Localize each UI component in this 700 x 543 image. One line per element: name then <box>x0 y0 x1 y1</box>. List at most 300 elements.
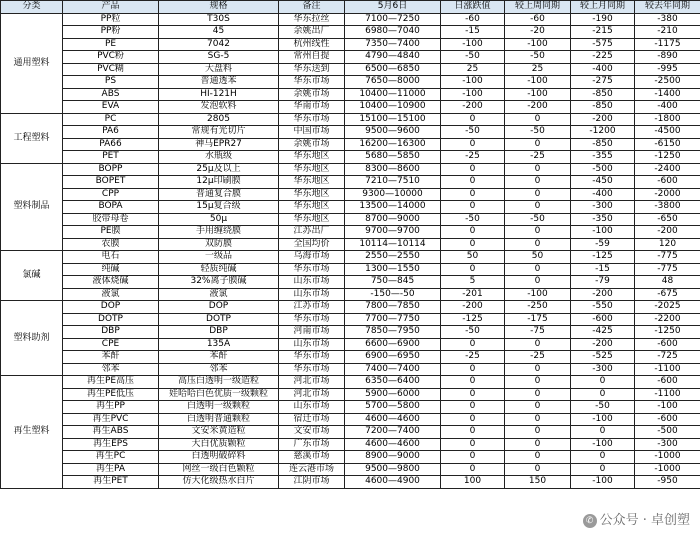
table-cell: -50 <box>571 401 635 414</box>
table-cell: 135A <box>159 338 279 351</box>
table-cell: 一级品 <box>159 251 279 264</box>
category-cell: 通用塑料 <box>1 13 63 113</box>
table-cell: -380 <box>635 13 700 26</box>
column-header: 分类 <box>1 1 63 14</box>
table-cell: -100 <box>441 88 505 101</box>
table-row <box>1 376 700 389</box>
table-cell: -190 <box>571 13 635 26</box>
table-cell: 0 <box>505 438 571 451</box>
table-row <box>1 38 700 51</box>
table-cell: -200 <box>505 101 571 114</box>
table-cell: -600 <box>635 176 700 189</box>
table-cell: 25μ及以上 <box>159 163 279 176</box>
table-cell: 0 <box>441 388 505 401</box>
table-cell: -50 <box>441 126 505 139</box>
table-cell: 娃哈哈白色优质一级颗粒 <box>159 388 279 401</box>
table-cell: 750—845 <box>345 276 441 289</box>
table-cell: -125 <box>441 313 505 326</box>
table-cell: 12μ印刷膜 <box>159 176 279 189</box>
table-row <box>1 363 700 376</box>
table-cell: -600 <box>635 338 700 351</box>
table-cell: -100 <box>505 288 571 301</box>
table-cell: 8700—9000 <box>345 213 441 226</box>
table-cell: 0 <box>505 188 571 201</box>
table-cell: -300 <box>635 438 700 451</box>
table-row <box>1 201 700 214</box>
table-cell: 大盘料 <box>159 63 279 76</box>
category-cell: 工程塑料 <box>1 113 63 163</box>
table-cell: -600 <box>635 376 700 389</box>
table-cell: -50 <box>505 126 571 139</box>
table-cell: 0 <box>571 388 635 401</box>
table-cell: -50 <box>505 51 571 64</box>
table-cell: 杭州线性 <box>279 38 345 51</box>
table-row <box>1 26 700 39</box>
table-cell: 0 <box>505 463 571 476</box>
table-cell: -50 <box>505 213 571 226</box>
table-cell: PP粉 <box>63 26 159 39</box>
table-cell: -1000 <box>635 451 700 464</box>
table-cell: 10400—11000 <box>345 88 441 101</box>
table-cell: -200 <box>441 301 505 314</box>
table-cell: 华东地区 <box>279 213 345 226</box>
table-cell: 再生ABS <box>63 426 159 439</box>
table-cell: 0 <box>505 363 571 376</box>
table-cell: 山东市场 <box>279 401 345 414</box>
table-cell: 网丝一级白色颗粒 <box>159 463 279 476</box>
table-cell: 再生PA <box>63 463 159 476</box>
table-cell: BOPP <box>63 163 159 176</box>
table-row <box>1 351 700 364</box>
table-cell: 余姚市场 <box>279 88 345 101</box>
table-cell: 双防膜 <box>159 238 279 251</box>
table-cell: 100 <box>441 476 505 489</box>
table-cell: 0 <box>505 376 571 389</box>
table-cell: 再生PE高压 <box>63 376 159 389</box>
table-cell: 广东市场 <box>279 438 345 451</box>
table-cell: -25 <box>441 151 505 164</box>
table-cell: 华东市场 <box>279 313 345 326</box>
table-row <box>1 263 700 276</box>
table-cell: -525 <box>571 351 635 364</box>
table-cell: -100 <box>571 438 635 451</box>
table-cell: 华东地区 <box>279 188 345 201</box>
table-cell: 江苏市场 <box>279 301 345 314</box>
table-row <box>1 276 700 289</box>
table-cell: -60 <box>505 13 571 26</box>
table-row <box>1 426 700 439</box>
table-cell: -675 <box>635 288 700 301</box>
table-cell: -890 <box>635 51 700 64</box>
table-cell: 常规有光切片 <box>159 126 279 139</box>
table-cell: 0 <box>441 176 505 189</box>
table-cell: -15 <box>571 263 635 276</box>
table-cell: 文安米黄造粒 <box>159 426 279 439</box>
table-cell: 江阴市场 <box>279 476 345 489</box>
column-header: 备注 <box>279 1 345 14</box>
table-cell: 7100—7250 <box>345 13 441 26</box>
table-cell: 0 <box>441 451 505 464</box>
table-row <box>1 76 700 89</box>
table-cell: -200 <box>571 288 635 301</box>
table-cell: 华南市场 <box>279 101 345 114</box>
table-cell: 河南市场 <box>279 326 345 339</box>
table-cell: -600 <box>571 313 635 326</box>
table-cell: -100 <box>505 76 571 89</box>
header-row <box>1 1 700 14</box>
table-cell: PE <box>63 38 159 51</box>
table-cell: 再生PP <box>63 401 159 414</box>
table-cell: 再生PET <box>63 476 159 489</box>
table-cell: -400 <box>571 63 635 76</box>
table-cell: DOP <box>63 301 159 314</box>
table-cell: 0 <box>571 463 635 476</box>
table-cell: 常州自提 <box>279 51 345 64</box>
table-cell: -200 <box>571 338 635 351</box>
table-cell: PA6 <box>63 126 159 139</box>
table-cell: 全国均价 <box>279 238 345 251</box>
table-cell: 华东市场 <box>279 113 345 126</box>
table-cell: 华东地区 <box>279 151 345 164</box>
table-cell: 文安市场 <box>279 426 345 439</box>
table-cell: PA66 <box>63 138 159 151</box>
table-cell: -500 <box>571 163 635 176</box>
table-cell: 0 <box>441 188 505 201</box>
table-cell: -850 <box>571 101 635 114</box>
table-cell: 普通透苯 <box>159 76 279 89</box>
table-cell: -175 <box>505 313 571 326</box>
table-cell: PVC粉 <box>63 51 159 64</box>
table-cell: 0 <box>441 201 505 214</box>
table-cell: -3800 <box>635 201 700 214</box>
table-cell: -50 <box>441 213 505 226</box>
table-cell: -300 <box>571 201 635 214</box>
table-cell: 0 <box>571 376 635 389</box>
table-cell: -350 <box>571 213 635 226</box>
table-header <box>1 1 700 14</box>
table-cell: 7210—7510 <box>345 176 441 189</box>
table-cell: -25 <box>441 351 505 364</box>
table-cell: 7350—7400 <box>345 38 441 51</box>
table-cell: 7850—7950 <box>345 326 441 339</box>
table-cell: -355 <box>571 151 635 164</box>
table-cell: -100 <box>505 88 571 101</box>
table-cell: -850 <box>571 88 635 101</box>
table-cell: 苯酐 <box>63 351 159 364</box>
table-cell: -50 <box>441 326 505 339</box>
table-cell: 液氯 <box>63 288 159 301</box>
table-cell: 山东市场 <box>279 288 345 301</box>
table-cell: -100 <box>441 76 505 89</box>
table-cell: 仿大化级热水白片 <box>159 476 279 489</box>
table-row <box>1 51 700 64</box>
table-cell: 华东拉丝 <box>279 13 345 26</box>
table-cell: -450 <box>571 176 635 189</box>
table-cell: 15μ复合级 <box>159 201 279 214</box>
table-cell: 50 <box>505 251 571 264</box>
table-cell: 胶带母卷 <box>63 213 159 226</box>
table-cell: 0 <box>441 238 505 251</box>
table-cell: SG-5 <box>159 51 279 64</box>
table-cell: -75 <box>505 326 571 339</box>
table-cell: 4600—4600 <box>345 438 441 451</box>
table-cell: 2805 <box>159 113 279 126</box>
table-cell: -210 <box>635 26 700 39</box>
table-cell: -100 <box>441 38 505 51</box>
table-cell: -4500 <box>635 126 700 139</box>
table-cell: 32%离子膜碱 <box>159 276 279 289</box>
table-row <box>1 463 700 476</box>
column-header: 产品 <box>63 1 159 14</box>
table-cell: 邻苯 <box>63 363 159 376</box>
table-cell: 6900—6950 <box>345 351 441 364</box>
table-cell: 8300—8600 <box>345 163 441 176</box>
table-cell: 液体烧碱 <box>63 276 159 289</box>
table-cell: -1800 <box>635 113 700 126</box>
table-cell: 0 <box>505 263 571 276</box>
table-cell: 神马EPR27 <box>159 138 279 151</box>
table-cell: 0 <box>505 176 571 189</box>
table-cell: 轻质纯碱 <box>159 263 279 276</box>
category-cell: 氯碱 <box>1 251 63 301</box>
table-cell: -500 <box>635 426 700 439</box>
table-cell: -59 <box>571 238 635 251</box>
column-header: 日涨跌值 <box>441 1 505 14</box>
table-cell: 7042 <box>159 38 279 51</box>
table-cell: 余姚市场 <box>279 138 345 151</box>
table-cell: 连云港市场 <box>279 463 345 476</box>
table-cell: -100 <box>505 38 571 51</box>
category-cell: 塑料制品 <box>1 163 63 251</box>
table-cell: ABS <box>63 88 159 101</box>
table-cell: PET <box>63 151 159 164</box>
table-cell: 7800—7850 <box>345 301 441 314</box>
table-cell: -425 <box>571 326 635 339</box>
table-cell: 9500—9800 <box>345 463 441 476</box>
column-header: 较去年同期 <box>635 1 700 14</box>
table-cell: -25 <box>505 351 571 364</box>
table-cell: CPE <box>63 338 159 351</box>
table-cell: 0 <box>441 113 505 126</box>
table-cell: 10114—10114 <box>345 238 441 251</box>
category-cell: 塑料助剂 <box>1 301 63 376</box>
watermark-text: 公众号 · 卓创塑 <box>599 513 690 528</box>
table-cell: -200 <box>441 101 505 114</box>
column-header: 较上周同期 <box>505 1 571 14</box>
table-cell: 山东市场 <box>279 276 345 289</box>
table-row <box>1 301 700 314</box>
table-cell: 6600—6900 <box>345 338 441 351</box>
table-cell: 苯酐 <box>159 351 279 364</box>
table-cell: -200 <box>571 113 635 126</box>
table-cell: DOTP <box>159 313 279 326</box>
table-cell: 华东市场 <box>279 363 345 376</box>
table-cell: 河北市场 <box>279 388 345 401</box>
table-cell: 7400—7400 <box>345 363 441 376</box>
table-row <box>1 313 700 326</box>
table-cell: -225 <box>571 51 635 64</box>
table-cell: 4790—4840 <box>345 51 441 64</box>
table-cell: -1400 <box>635 88 700 101</box>
table-cell: 高压白透明一级造粒 <box>159 376 279 389</box>
table-cell: DBP <box>159 326 279 339</box>
table-cell: 大白优质颗粒 <box>159 438 279 451</box>
table-cell: -995 <box>635 63 700 76</box>
wechat-icon: ✆ <box>583 514 597 528</box>
table-cell: -100 <box>571 476 635 489</box>
table-cell: 余姚出厂 <box>279 26 345 39</box>
table-row <box>1 388 700 401</box>
table-cell: 0 <box>505 201 571 214</box>
table-cell: -575 <box>571 38 635 51</box>
table-cell: DOP <box>159 301 279 314</box>
table-cell: -25 <box>505 151 571 164</box>
table-cell: -200 <box>635 226 700 239</box>
table-cell: 0 <box>441 363 505 376</box>
table-cell: 0 <box>505 226 571 239</box>
table-cell: 0 <box>571 426 635 439</box>
table-cell: BOPET <box>63 176 159 189</box>
table-cell: -1200 <box>571 126 635 139</box>
table-cell: 50 <box>441 251 505 264</box>
table-cell: 45 <box>159 26 279 39</box>
table-row <box>1 13 700 26</box>
table-cell: 再生PE低压 <box>63 388 159 401</box>
table-cell: -775 <box>635 263 700 276</box>
table-cell: 电石 <box>63 251 159 264</box>
table-cell: 手用缠绕膜 <box>159 226 279 239</box>
table-cell: CPP <box>63 188 159 201</box>
table-cell: 0 <box>441 138 505 151</box>
table-cell: 液氯 <box>159 288 279 301</box>
table-cell: 48 <box>635 276 700 289</box>
table-cell: 山东市场 <box>279 338 345 351</box>
table-row <box>1 63 700 76</box>
table-cell: T30S <box>159 13 279 26</box>
table-row <box>1 138 700 151</box>
table-cell: 水瓶级 <box>159 151 279 164</box>
table-cell: 华东送到 <box>279 63 345 76</box>
table-cell: 4600—4900 <box>345 476 441 489</box>
table-cell: 150 <box>505 476 571 489</box>
table-row <box>1 176 700 189</box>
table-cell: -650 <box>635 213 700 226</box>
table-cell: 0 <box>505 138 571 151</box>
table-cell: 发泡软料 <box>159 101 279 114</box>
category-cell: 再生塑料 <box>1 376 63 489</box>
table-cell: 0 <box>505 238 571 251</box>
table-cell: 白透明一级颗粒 <box>159 401 279 414</box>
table-cell: 7650—8000 <box>345 76 441 89</box>
table-row <box>1 113 700 126</box>
table-cell: 25 <box>505 63 571 76</box>
table-cell: 7700—7750 <box>345 313 441 326</box>
table-cell: 0 <box>505 338 571 351</box>
table-cell: 0 <box>441 401 505 414</box>
table-cell: 宿迁市场 <box>279 413 345 426</box>
table-cell: -1250 <box>635 326 700 339</box>
table-cell: -300 <box>571 363 635 376</box>
table-cell: 4600—4600 <box>345 413 441 426</box>
table-row <box>1 101 700 114</box>
table-cell: -250 <box>505 301 571 314</box>
table-cell: 0 <box>441 413 505 426</box>
table-cell: -50 <box>441 51 505 64</box>
table-row <box>1 251 700 264</box>
table-cell: 华东市场 <box>279 263 345 276</box>
table-cell: 13500—14000 <box>345 201 441 214</box>
table-cell: EVA <box>63 101 159 114</box>
table-cell: 0 <box>505 451 571 464</box>
table-cell: 0 <box>505 113 571 126</box>
table-body <box>1 13 700 488</box>
table-cell: -400 <box>635 101 700 114</box>
table-cell: 0 <box>441 438 505 451</box>
table-cell: 120 <box>635 238 700 251</box>
table-cell: -2200 <box>635 313 700 326</box>
table-cell: 15100—15100 <box>345 113 441 126</box>
table-cell: PVC糊 <box>63 63 159 76</box>
table-cell: 9300—10000 <box>345 188 441 201</box>
table-cell: 中国市场 <box>279 126 345 139</box>
table-cell: DBP <box>63 326 159 339</box>
table-row <box>1 238 700 251</box>
table-cell: 50μ <box>159 213 279 226</box>
table-row <box>1 413 700 426</box>
table-row <box>1 288 700 301</box>
table-cell: -1000 <box>635 463 700 476</box>
table-cell: -1175 <box>635 38 700 51</box>
table-cell: 9500—9600 <box>345 126 441 139</box>
table-cell: 5900—6000 <box>345 388 441 401</box>
table-cell: -60 <box>441 13 505 26</box>
table-row <box>1 226 700 239</box>
table-cell: 8900—9000 <box>345 451 441 464</box>
table-cell: 华东地区 <box>279 176 345 189</box>
table-cell: -950 <box>635 476 700 489</box>
table-row <box>1 163 700 176</box>
table-cell: 慈溪市场 <box>279 451 345 464</box>
table-cell: DOTP <box>63 313 159 326</box>
table-row <box>1 188 700 201</box>
column-header: 较上月同期 <box>571 1 635 14</box>
table-cell: 0 <box>505 426 571 439</box>
table-cell: -201 <box>441 288 505 301</box>
table-cell: 0 <box>505 163 571 176</box>
table-cell: -1100 <box>635 388 700 401</box>
table-cell: 农膜 <box>63 238 159 251</box>
table-row <box>1 451 700 464</box>
table-cell: 1300—1550 <box>345 263 441 276</box>
table-cell: 6350—6400 <box>345 376 441 389</box>
table-cell: -2500 <box>635 76 700 89</box>
table-cell: 5700—5800 <box>345 401 441 414</box>
table-cell: 0 <box>441 338 505 351</box>
table-cell: -1100 <box>635 363 700 376</box>
table-cell: 白透明普通颗粒 <box>159 413 279 426</box>
table-cell: -125 <box>571 251 635 264</box>
table-row <box>1 151 700 164</box>
table-cell: 江苏出厂 <box>279 226 345 239</box>
table-cell: 再生PC <box>63 451 159 464</box>
table-row <box>1 438 700 451</box>
table-cell: 纯碱 <box>63 263 159 276</box>
table-cell: 0 <box>441 263 505 276</box>
table-cell: 0 <box>441 426 505 439</box>
table-cell: -550 <box>571 301 635 314</box>
table-cell: -1250 <box>635 151 700 164</box>
table-cell: 5 <box>441 276 505 289</box>
